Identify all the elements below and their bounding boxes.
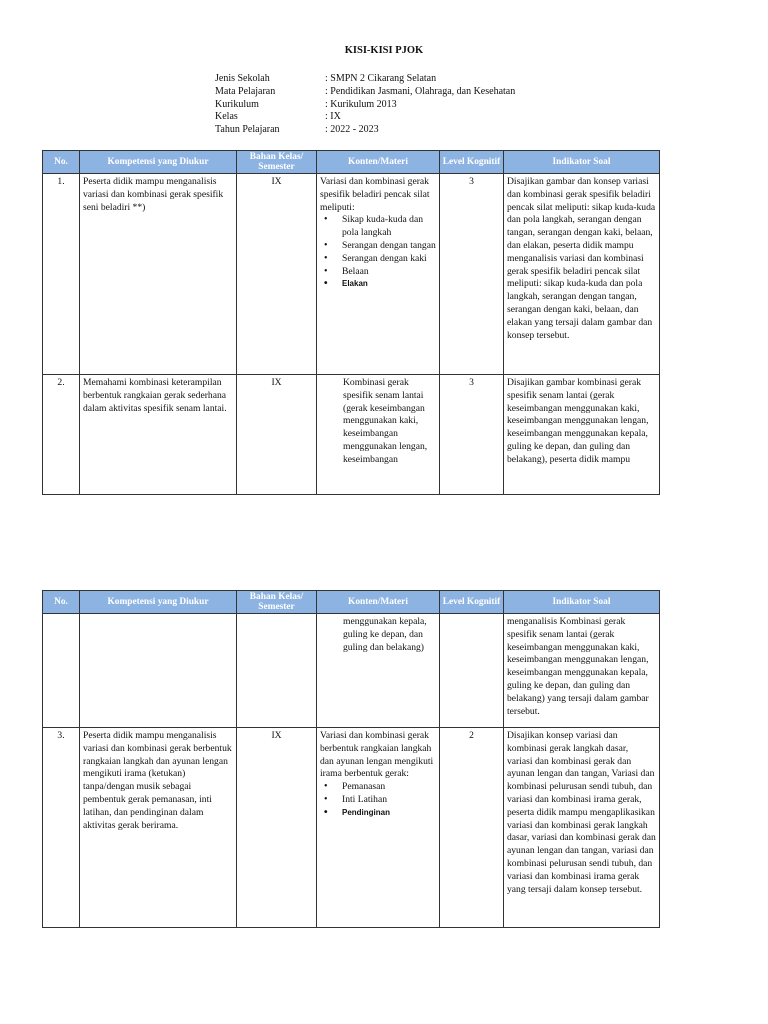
kisi-table-2 [42, 590, 660, 928]
list-item: • Pemanasan [334, 781, 436, 794]
cell-kompetensi: Peserta didik mampu menganalisis variasi dan kombinasi gerak berbentuk rangkaian langkah dan ayunan lengan mengikuti irama (ketukan) tanpa/dengan musik sebagai pembentuk gerak pemanasan, inti latihan, dan pendinginan dalam aktivitas gerak berirama. [80, 728, 237, 928]
header-level: Level Kognitif [440, 591, 504, 614]
cell-kelas [237, 614, 317, 728]
document-title: KISI-KISI PJOK [344, 45, 424, 56]
header-no: No. [43, 591, 80, 614]
table-header-row [43, 591, 660, 614]
cell-indikator: Disajikan konsep variasi dan kombinasi gerak langkah dasar, variasi dan kombinasi gerak dan ayunan lengan dan tangan, Variasi dan kombinasi pelurusan sendi tubuh, dan variasi dan kombinasi irama gerak, peserta didik mampu mengaplikasikan variasi dan kombinasi gerak langkah dasar, variasi dan kombinasi gerak dan ayunan lengan dan tangan, variasi dan kombinasi pelurusan sendi tubuh, dan variasi dan kombinasi irama gerak yang tersaji dalam konsep tersebut. [504, 728, 660, 928]
header-level: Level Kognitif [440, 151, 504, 174]
header-kelas: Bahan Kelas/ Semester [237, 591, 317, 614]
info-value: : IX [325, 111, 341, 123]
header-indikator: Indikator Soal [504, 591, 660, 614]
info-row [215, 99, 515, 112]
cell-indikator: Disajikan gambar kombinasi gerak spesifik senam lantai (gerak keseimbangan menggunakan kaki, keseimbangan menggunakan lengan, keseimbangan menggunakan kepala, guling ke depan, dan guling dan belakang), peserta didik mampu [504, 375, 660, 495]
table-row [43, 375, 660, 495]
info-value: : Pendidikan Jasmani, Olahraga, dan Kesehatan [325, 85, 516, 97]
school-info [215, 73, 515, 137]
list-item: • Serangan dengan kaki [334, 253, 436, 266]
table-row [43, 174, 660, 375]
info-row [215, 111, 515, 124]
cell-kelas: IX [237, 174, 317, 375]
cell-indikator: Disajikan gambar dan konsep variasi dan kombinasi gerak spesifik beladiri pencak silat meliputi: sikap kuda-kuda dan pola langkah, serangan dengan tangan, serangan dengan kaki, belaan, dan elakan, peserta didik mampu menganalisis variasi dan kombinasi gerak spesifik beladiri pencak silat meliputi: sikap kuda-kuda dan pola langkah, serangan dengan tangan, serangan dengan kaki, belaan, dan elakan yang tersaji dalam gambar dan konsep tersebut. [504, 174, 660, 375]
table-row [43, 728, 660, 928]
cell-no: 2. [43, 375, 80, 495]
table-header-row [43, 151, 660, 174]
konten-list [320, 214, 436, 291]
cell-konten: Kombinasi gerak spesifik senam lantai (gerak keseimbangan menggunakan kaki, keseimbangan menggunakan lengan, keseimbangan [317, 375, 440, 495]
cell-no [43, 614, 80, 728]
list-item: • Serangan dengan tangan [334, 240, 436, 253]
info-value: : Kurikulum 2013 [325, 98, 397, 110]
info-value: : 2022 - 2023 [325, 124, 379, 136]
konten-intro: Variasi dan kombinasi gerak berbentuk rangkaian langkah dan ayunan lengan mengikuti irama berbentuk gerak: [320, 730, 434, 780]
cell-kelas: IX [237, 375, 317, 495]
cell-konten: menggunakan kepala, guling ke depan, dan guling dan belakang) [317, 614, 440, 728]
info-label: Jenis Sekolah [215, 73, 270, 84]
konten-intro: Variasi dan kombinasi gerak spesifik beladiri pencak silat meliputi: [320, 176, 430, 213]
konten-list [320, 781, 436, 819]
header-kelas: Bahan Kelas/ Semester [237, 151, 317, 174]
info-label: Mata Pelajaran [215, 85, 276, 97]
header-konten: Konten/Materi [317, 591, 440, 614]
info-label: Tahun Pelajaran [215, 124, 280, 136]
info-label: Kelas [215, 111, 238, 123]
list-item: • Sikap kuda-kuda dan pola langkah [334, 214, 436, 240]
info-row [215, 86, 515, 99]
cell-kelas: IX [237, 728, 317, 928]
cell-level: 3 [440, 174, 504, 375]
header-indikator: Indikator Soal [504, 151, 660, 174]
cell-level [440, 614, 504, 728]
cell-no: 1. [43, 174, 80, 375]
cell-level: 2 [440, 728, 504, 928]
info-row [215, 73, 515, 86]
cell-no: 3. [43, 728, 80, 928]
cell-kompetensi [80, 614, 237, 728]
cell-kompetensi: Peserta didik mampu menganalisis variasi dan kombinasi gerak spesifik seni beladiri **) [80, 174, 237, 375]
info-row [215, 124, 515, 137]
cell-level: 3 [440, 375, 504, 495]
table-row [43, 614, 660, 728]
info-value: : SMPN 2 Cikarang Selatan [325, 73, 437, 84]
cell-indikator: menganalisis Kombinasi gerak spesifik senam lantai (gerak keseimbangan menggunakan kaki, keseimbangan menggunakan lengan, keseimbangan menggunakan kepala, guling ke depan, dan guling dan belakang) yang tersaji dalam gambar tersebut. [504, 614, 660, 728]
list-item: • Pendinginan [334, 807, 436, 820]
header-kompetensi: Kompetensi yang Diukur [80, 151, 237, 174]
cell-konten [317, 174, 440, 375]
kisi-table-1 [42, 150, 660, 495]
cell-konten [317, 728, 440, 928]
header-no: No. [43, 151, 80, 174]
list-item: • Belaan [334, 266, 436, 279]
header-konten: Konten/Materi [317, 151, 440, 174]
list-item: • Elakan [334, 278, 436, 291]
header-kompetensi: Kompetensi yang Diukur [80, 591, 237, 614]
list-item: • Inti Latihan [334, 794, 436, 807]
info-label: Kurikulum [215, 98, 259, 110]
cell-kompetensi: Memahami kombinasi keterampilan berbentuk rangkaian gerak sederhana dalam aktivitas spesifik senam lantai. [80, 375, 237, 495]
